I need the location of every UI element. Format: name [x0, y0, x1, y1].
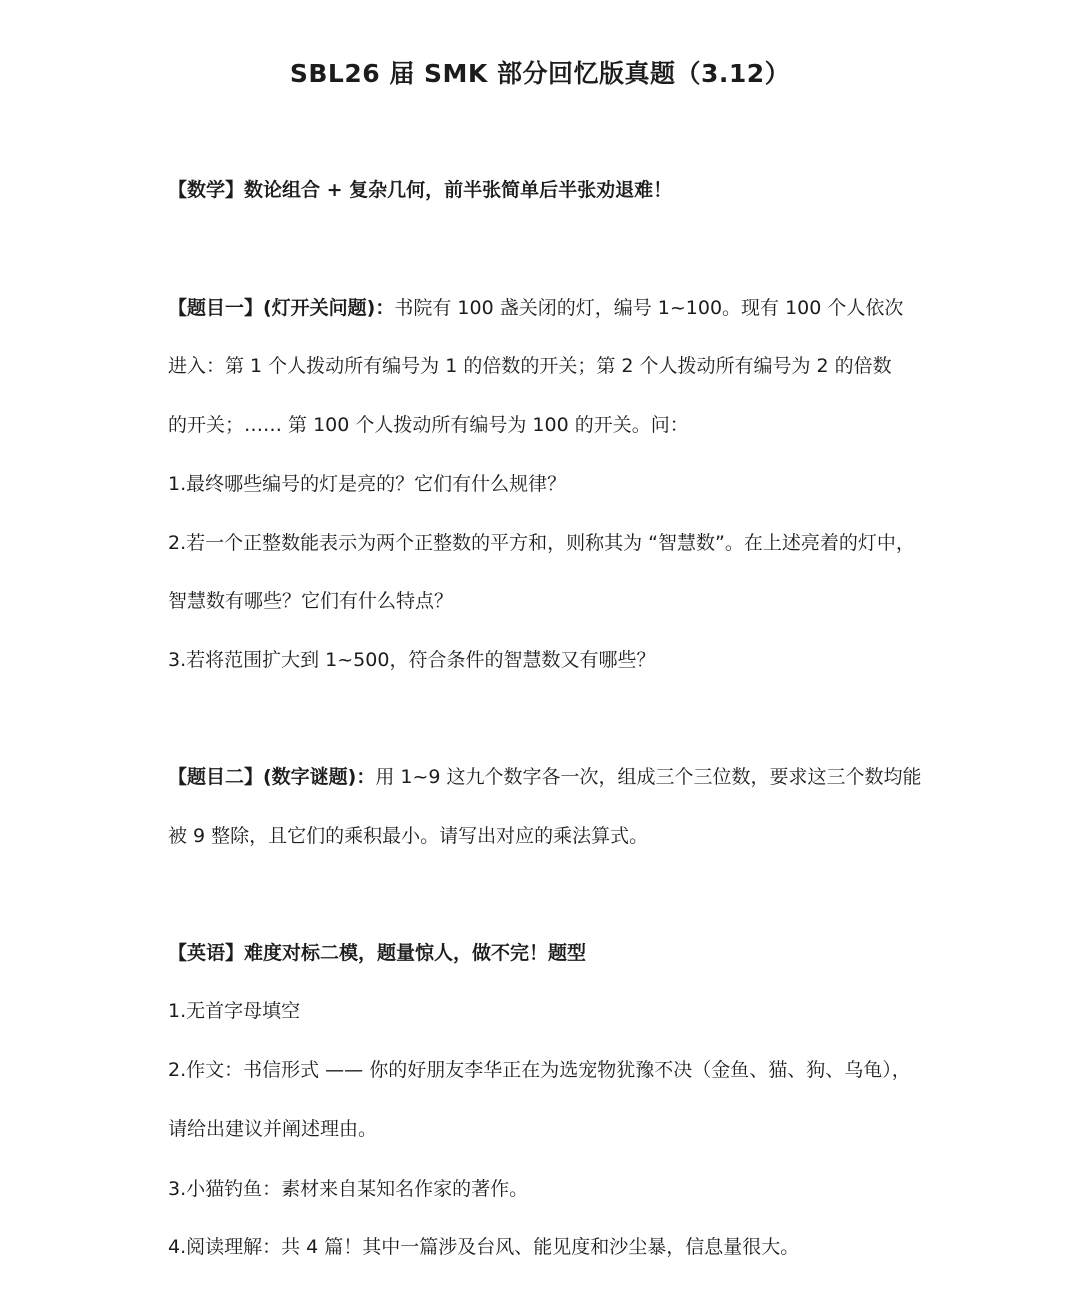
page-title: SBL26 届 SMK 部分回忆版真题（3.12） [289, 59, 791, 88]
q2-line-1 [168, 763, 968, 791]
q1-text-1: 书院有 100 盏关闭的灯，编号 1~100。现有 100 个人依次 [394, 297, 904, 319]
english-section-heading: 【英语】难度对标二模，题量惊人，做不完！题型 [168, 942, 587, 964]
q1-sub-question-1: 1.最终哪些编号的灯是亮的？它们有什么规律？ [168, 473, 567, 495]
q1-line-3: 的开关；…… 第 100 个人拨动所有编号为 100 的开关。问： [168, 414, 689, 436]
english-item-2b: 请给出建议并阐述理由。 [168, 1118, 378, 1140]
q1-sub-question-2b: 智慧数有哪些？它们有什么特点？ [168, 590, 454, 612]
english-item-2a: 2.作文：书信形式 —— 你的好朋友李华正在为选宠物犹豫不决（金鱼、猫、狗、乌龟）， [168, 1059, 911, 1081]
math-section-heading: 【数学】数论组合 + 复杂几何，前半张简单后半张劝退难！ [168, 179, 673, 201]
q1-label: 【题目一】(灯开关问题)： [168, 297, 395, 319]
q1-line-1 [168, 294, 968, 322]
q2-text-1: 用 1~9 这九个数字各一次，组成三个三位数，要求这三个数均能 [375, 766, 922, 788]
q1-sub-question-3: 3.若将范围扩大到 1~500，符合条件的智慧数又有哪些？ [168, 649, 656, 671]
english-item-4: 4.阅读理解：共 4 篇！其中一篇涉及台风、能见度和沙尘暴，信息量很大。 [168, 1236, 800, 1258]
english-item-1: 1.无首字母填空 [168, 1000, 301, 1022]
english-item-3: 3.小猫钓鱼：素材来自某知名作家的著作。 [168, 1178, 529, 1200]
q2-label: 【题目二】(数字谜题)： [168, 766, 376, 788]
q1-sub-question-2a: 2.若一个正整数能表示为两个正整数的平方和，则称其为 “智慧数”。在上述亮着的灯中， [168, 532, 915, 554]
q2-line-2: 被 9 整除，且它们的乘积最小。请写出对应的乘法算式。 [168, 825, 649, 847]
q1-line-2: 进入：第 1 个人拨动所有编号为 1 的倍数的开关；第 2 个人拨动所有编号为 2 的倍数 [168, 355, 892, 377]
